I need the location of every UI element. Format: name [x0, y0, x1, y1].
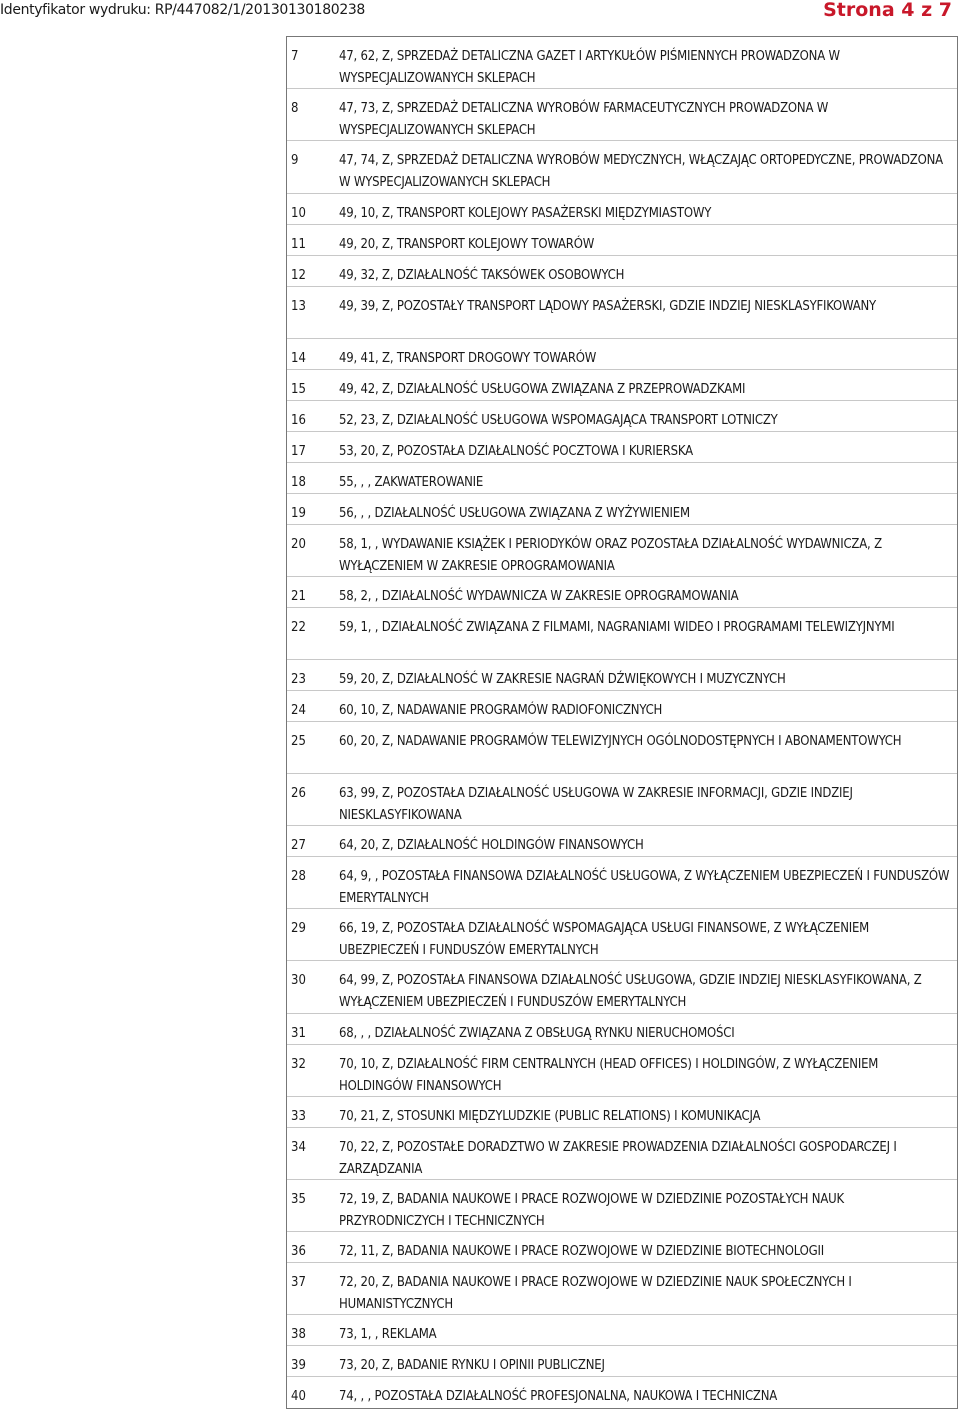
activity-description: 47, 73, Z, SPRZEDAŻ DETALICZNA WYROBÓW FARMACEUTYCZNYCH PROWADZONA W WYSPECJALIZOWANYCH SKLEPACH	[339, 101, 829, 138]
activity-description: 59, 1, , DZIAŁALNOŚĆ ZWIĄZANA Z FILMAMI, NAGRANIAMI WIDEO I PROGRAMAMI TELEWIZYJNYMI	[339, 620, 895, 635]
activity-description: 64, 99, Z, POZOSTAŁA FINANSOWA DZIAŁALNOŚĆ USŁUGOWA, GDZIE INDZIEJ NIESKLASYFIKOWANA, Z WYŁĄCZENIEM UBEZPIECZEŃ I FUNDUSZÓW EMERYTALNYCH	[339, 973, 922, 1010]
activity-description: 58, 2, , DZIAŁALNOŚĆ WYDAWNICZA W ZAKRESIE OPROGRAMOWANIA	[339, 589, 739, 604]
row-number: 11	[291, 237, 306, 252]
table-row	[287, 1180, 957, 1232]
activity-description: 73, 1, , REKLAMA	[339, 1327, 437, 1342]
row-number: 29	[291, 921, 306, 936]
row-number: 32	[291, 1057, 306, 1072]
row-number: 36	[291, 1244, 306, 1259]
activity-description: 59, 20, Z, DZIAŁALNOŚĆ W ZAKRESIE NAGRAŃ DŹWIĘKOWYCH I MUZYCZNYCH	[339, 672, 786, 687]
row-number: 31	[291, 1026, 306, 1041]
activity-description: 72, 11, Z, BADANIA NAUKOWE I PRACE ROZWOJOWE W DZIEDZINIE BIOTECHNOLOGII	[339, 1244, 824, 1259]
table-row	[287, 1045, 957, 1097]
activity-description: 49, 39, Z, POZOSTAŁY TRANSPORT LĄDOWY PASAŻERSKI, GDZIE INDZIEJ NIESKLASYFIKOWANY	[339, 299, 876, 314]
activity-description: 49, 32, Z, DZIAŁALNOŚĆ TAKSÓWEK OSOBOWYCH	[339, 268, 625, 283]
table-row	[287, 1128, 957, 1180]
table-row	[287, 1263, 957, 1315]
activity-description: 53, 20, Z, POZOSTAŁA DZIAŁALNOŚĆ POCZTOWA I KURIERSKA	[339, 444, 693, 459]
activity-description: 64, 20, Z, DZIAŁALNOŚĆ HOLDINGÓW FINANSOWYCH	[339, 838, 644, 853]
row-number: 25	[291, 734, 306, 749]
activity-description: 66, 19, Z, POZOSTAŁA DZIAŁALNOŚĆ WSPOMAGAJĄCA USŁUGI FINANSOWE, Z WYŁĄCZENIEM UBEZPIECZEŃ I FUNDUSZÓW EMERYTALNYCH	[339, 921, 870, 958]
row-number: 34	[291, 1140, 306, 1155]
table-row	[287, 37, 957, 89]
table-row	[287, 577, 957, 608]
row-number: 12	[291, 268, 306, 283]
activity-description: 60, 20, Z, NADAWANIE PROGRAMÓW TELEWIZYJNYCH OGÓLNODOSTĘPNYCH I ABONAMENTOWYCH	[339, 734, 902, 749]
activity-description: 58, 1, , WYDAWANIE KSIĄŻEK I PERIODYKÓW ORAZ POZOSTAŁA DZIAŁALNOŚĆ WYDAWNICZA, Z WYŁĄCZENIEM W ZAKRESIE OPROGRAMOWANIA	[339, 537, 882, 574]
activity-description: 70, 10, Z, DZIAŁALNOŚĆ FIRM CENTRALNYCH (HEAD OFFICES) I HOLDINGÓW, Z WYŁĄCZENIEM HOLDINGÓW FINANSOWYCH	[339, 1057, 879, 1094]
table-row	[287, 525, 957, 577]
row-number: 17	[291, 444, 306, 459]
table-row	[287, 1346, 957, 1377]
row-number: 15	[291, 382, 306, 397]
table-row	[287, 141, 957, 194]
table-row	[287, 432, 957, 463]
table-row	[287, 463, 957, 494]
activity-description: 52, 23, Z, DZIAŁALNOŚĆ USŁUGOWA WSPOMAGAJĄCA TRANSPORT LOTNICZY	[339, 413, 778, 428]
row-number: 10	[291, 206, 306, 221]
table-row	[287, 1315, 957, 1346]
row-number: 7	[291, 49, 299, 64]
print-identifier: Identyfikator wydruku: RP/447082/1/20130130180238	[0, 2, 365, 18]
row-number: 9	[291, 153, 299, 168]
activity-description: 70, 22, Z, POZOSTAŁE DORADZTWO W ZAKRESIE PROWADZENIA DZIAŁALNOŚCI GOSPODARCZEJ I ZARZĄDZANIA	[339, 1140, 897, 1177]
table-row	[287, 961, 957, 1014]
table-row	[287, 225, 957, 256]
row-number: 30	[291, 973, 306, 988]
activity-description: 56, , , DZIAŁALNOŚĆ USŁUGOWA ZWIĄZANA Z WYŻYWIENIEM	[339, 506, 690, 521]
row-number: 39	[291, 1358, 306, 1373]
row-number: 18	[291, 475, 306, 490]
activity-description: 70, 21, Z, STOSUNKI MIĘDZYLUDZKIE (PUBLIC RELATIONS) I KOMUNIKACJA	[339, 1109, 761, 1124]
table-row	[287, 256, 957, 287]
activity-description: 64, 9, , POZOSTAŁA FINANSOWA DZIAŁALNOŚĆ USŁUGOWA, Z WYŁĄCZENIEM UBEZPIECZEŃ I FUNDUSZÓW EMERYTALNYCH	[339, 869, 950, 906]
activity-description: 68, , , DZIAŁALNOŚĆ ZWIĄZANA Z OBSŁUGĄ RYNKU NIERUCHOMOŚCI	[339, 1026, 735, 1041]
row-number: 28	[291, 869, 306, 884]
activity-description: 72, 20, Z, BADANIA NAUKOWE I PRACE ROZWOJOWE W DZIEDZINIE NAUK SPOŁECZNYCH I HUMANISTYCZNYCH	[339, 1275, 852, 1312]
row-number: 37	[291, 1275, 306, 1290]
row-number: 35	[291, 1192, 306, 1207]
table-row	[287, 608, 957, 660]
table-row	[287, 774, 957, 826]
activity-description: 60, 10, Z, NADAWANIE PROGRAMÓW RADIOFONICZNYCH	[339, 703, 663, 718]
activity-description: 74, , , POZOSTAŁA DZIAŁALNOŚĆ PROFESJONALNA, NAUKOWA I TECHNICZNA	[339, 1389, 778, 1404]
activity-description: 49, 20, Z, TRANSPORT KOLEJOWY TOWARÓW	[339, 237, 595, 252]
table-row	[287, 722, 957, 774]
table-row	[287, 1232, 957, 1263]
table-row	[287, 401, 957, 432]
activity-description: 49, 42, Z, DZIAŁALNOŚĆ USŁUGOWA ZWIĄZANA Z PRZEPROWADZKAMI	[339, 382, 746, 397]
table-row	[287, 89, 957, 141]
activity-description: 47, 62, Z, SPRZEDAŻ DETALICZNA GAZET I ARTYKUŁÓW PIŚMIENNYCH PROWADZONA W WYSPECJALIZOWANYCH SKLEPACH	[339, 49, 840, 86]
table-row	[287, 909, 957, 961]
activity-description: 49, 41, Z, TRANSPORT DROGOWY TOWARÓW	[339, 351, 597, 366]
row-number: 33	[291, 1109, 306, 1124]
activity-description: 55, , , ZAKWATEROWANIE	[339, 475, 484, 490]
row-number: 8	[291, 101, 299, 116]
table-row	[287, 194, 957, 225]
row-number: 14	[291, 351, 306, 366]
table-row	[287, 339, 957, 370]
table-row	[287, 1097, 957, 1128]
page-header	[0, 0, 960, 24]
row-number: 13	[291, 299, 306, 314]
table-row	[287, 1014, 957, 1045]
table-row	[287, 1377, 957, 1408]
page-number: Strona 4 z 7	[823, 0, 952, 21]
row-number: 27	[291, 838, 306, 853]
table-row	[287, 826, 957, 857]
row-number: 19	[291, 506, 306, 521]
row-number: 16	[291, 413, 306, 428]
table-row	[287, 370, 957, 401]
row-number: 24	[291, 703, 306, 718]
row-number: 23	[291, 672, 306, 687]
row-number: 22	[291, 620, 306, 635]
row-number: 20	[291, 537, 306, 552]
activity-description: 73, 20, Z, BADANIE RYNKU I OPINII PUBLICZNEJ	[339, 1358, 605, 1373]
table-row	[287, 691, 957, 722]
table-row	[287, 857, 957, 909]
row-number: 21	[291, 589, 306, 604]
activity-table	[286, 36, 958, 1409]
row-number: 40	[291, 1389, 306, 1404]
activity-description: 63, 99, Z, POZOSTAŁA DZIAŁALNOŚĆ USŁUGOWA W ZAKRESIE INFORMACJI, GDZIE INDZIEJ NIESKLASYFIKOWANA	[339, 786, 853, 823]
table-row	[287, 660, 957, 691]
activity-description: 49, 10, Z, TRANSPORT KOLEJOWY PASAŻERSKI MIĘDZYMIASTOWY	[339, 206, 712, 221]
table-row	[287, 494, 957, 525]
row-number: 38	[291, 1327, 306, 1342]
activity-description: 47, 74, Z, SPRZEDAŻ DETALICZNA WYROBÓW MEDYCZNYCH, WŁĄCZAJĄC ORTOPEDYCZNE, PROWADZONA W WYSPECJALIZOWANYCH SKLEPACH	[339, 153, 943, 190]
row-number: 26	[291, 786, 306, 801]
table-row	[287, 287, 957, 339]
activity-description: 72, 19, Z, BADANIA NAUKOWE I PRACE ROZWOJOWE W DZIEDZINIE POZOSTAŁYCH NAUK PRZYRODNICZYCH I TECHNICZNYCH	[339, 1192, 844, 1229]
